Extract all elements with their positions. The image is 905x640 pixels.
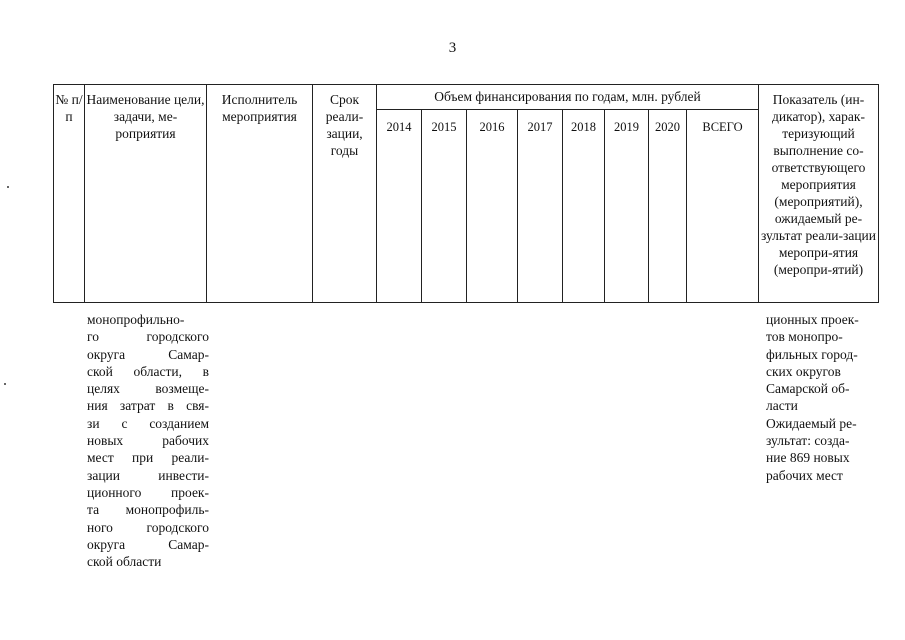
header-year-2014: 2014	[377, 110, 422, 303]
indicator-line: рабочих мест	[766, 467, 843, 483]
indicator-line: ских округов	[766, 363, 841, 379]
program-table	[53, 84, 879, 303]
indicator-line: Ожидаемый ре-	[766, 415, 857, 431]
scan-speck	[4, 383, 6, 385]
name-line: ской области	[87, 554, 162, 570]
name-line: ного городского	[87, 519, 209, 535]
indicator-continuation	[766, 311, 878, 484]
header-year-2018: 2018	[563, 110, 605, 303]
indicator-line: тов монопро-	[766, 329, 843, 345]
name-line: та монопрофиль-	[87, 502, 209, 518]
header-financing: Объем финансирования по годам, млн. рублей	[377, 85, 759, 110]
name-line: ционного проек-	[87, 484, 209, 500]
name-line: монопрофильно-	[87, 312, 185, 327]
name-line: зации инвести-	[87, 467, 209, 483]
indicator-line: ние 869 новых	[766, 450, 850, 466]
header-executor: Исполнитель мероприятия	[207, 85, 313, 303]
header-year-2020: 2020	[649, 110, 687, 303]
header-total: ВСЕГО	[687, 110, 759, 303]
page-number: 3	[448, 40, 457, 56]
indicator-line: ласти	[766, 398, 798, 414]
header-num: № п/п	[54, 85, 85, 303]
indicator-line: зультат: созда-	[766, 433, 850, 449]
scan-speck	[7, 186, 9, 188]
name-continuation	[87, 311, 209, 570]
name-line: округа Самар-	[87, 536, 209, 552]
indicator-line: ционных проек-	[766, 312, 859, 327]
header-year-2017: 2017	[518, 110, 563, 303]
name-line: ния затрат в свя-	[87, 398, 209, 414]
indicator-line: Самарской об-	[766, 381, 850, 397]
name-line: мест при реали-	[87, 450, 209, 466]
name-line: зи с созданием	[87, 415, 209, 431]
header-name: Наименование цели, задачи, ме-роприятия	[85, 85, 207, 303]
header-indicator: Показатель (ин-дикатор), харак-теризующий выполнение со-ответствующего мероприятия (мероприятий), ожидаемый ре-зультат реали-зации меропри-ятия (меропри-ятий)	[759, 85, 879, 303]
name-line: го городского	[87, 329, 209, 345]
name-line: новых рабочих	[87, 433, 209, 449]
header-term: Срок реали-зации, годы	[313, 85, 377, 303]
name-line: ской области, в	[87, 363, 209, 379]
name-line: округа Самар-	[87, 346, 209, 362]
header-year-2015: 2015	[422, 110, 467, 303]
indicator-line: фильных город-	[766, 346, 858, 362]
header-year-2016: 2016	[467, 110, 518, 303]
name-line: целях возмеще-	[87, 381, 209, 397]
header-year-2019: 2019	[605, 110, 649, 303]
